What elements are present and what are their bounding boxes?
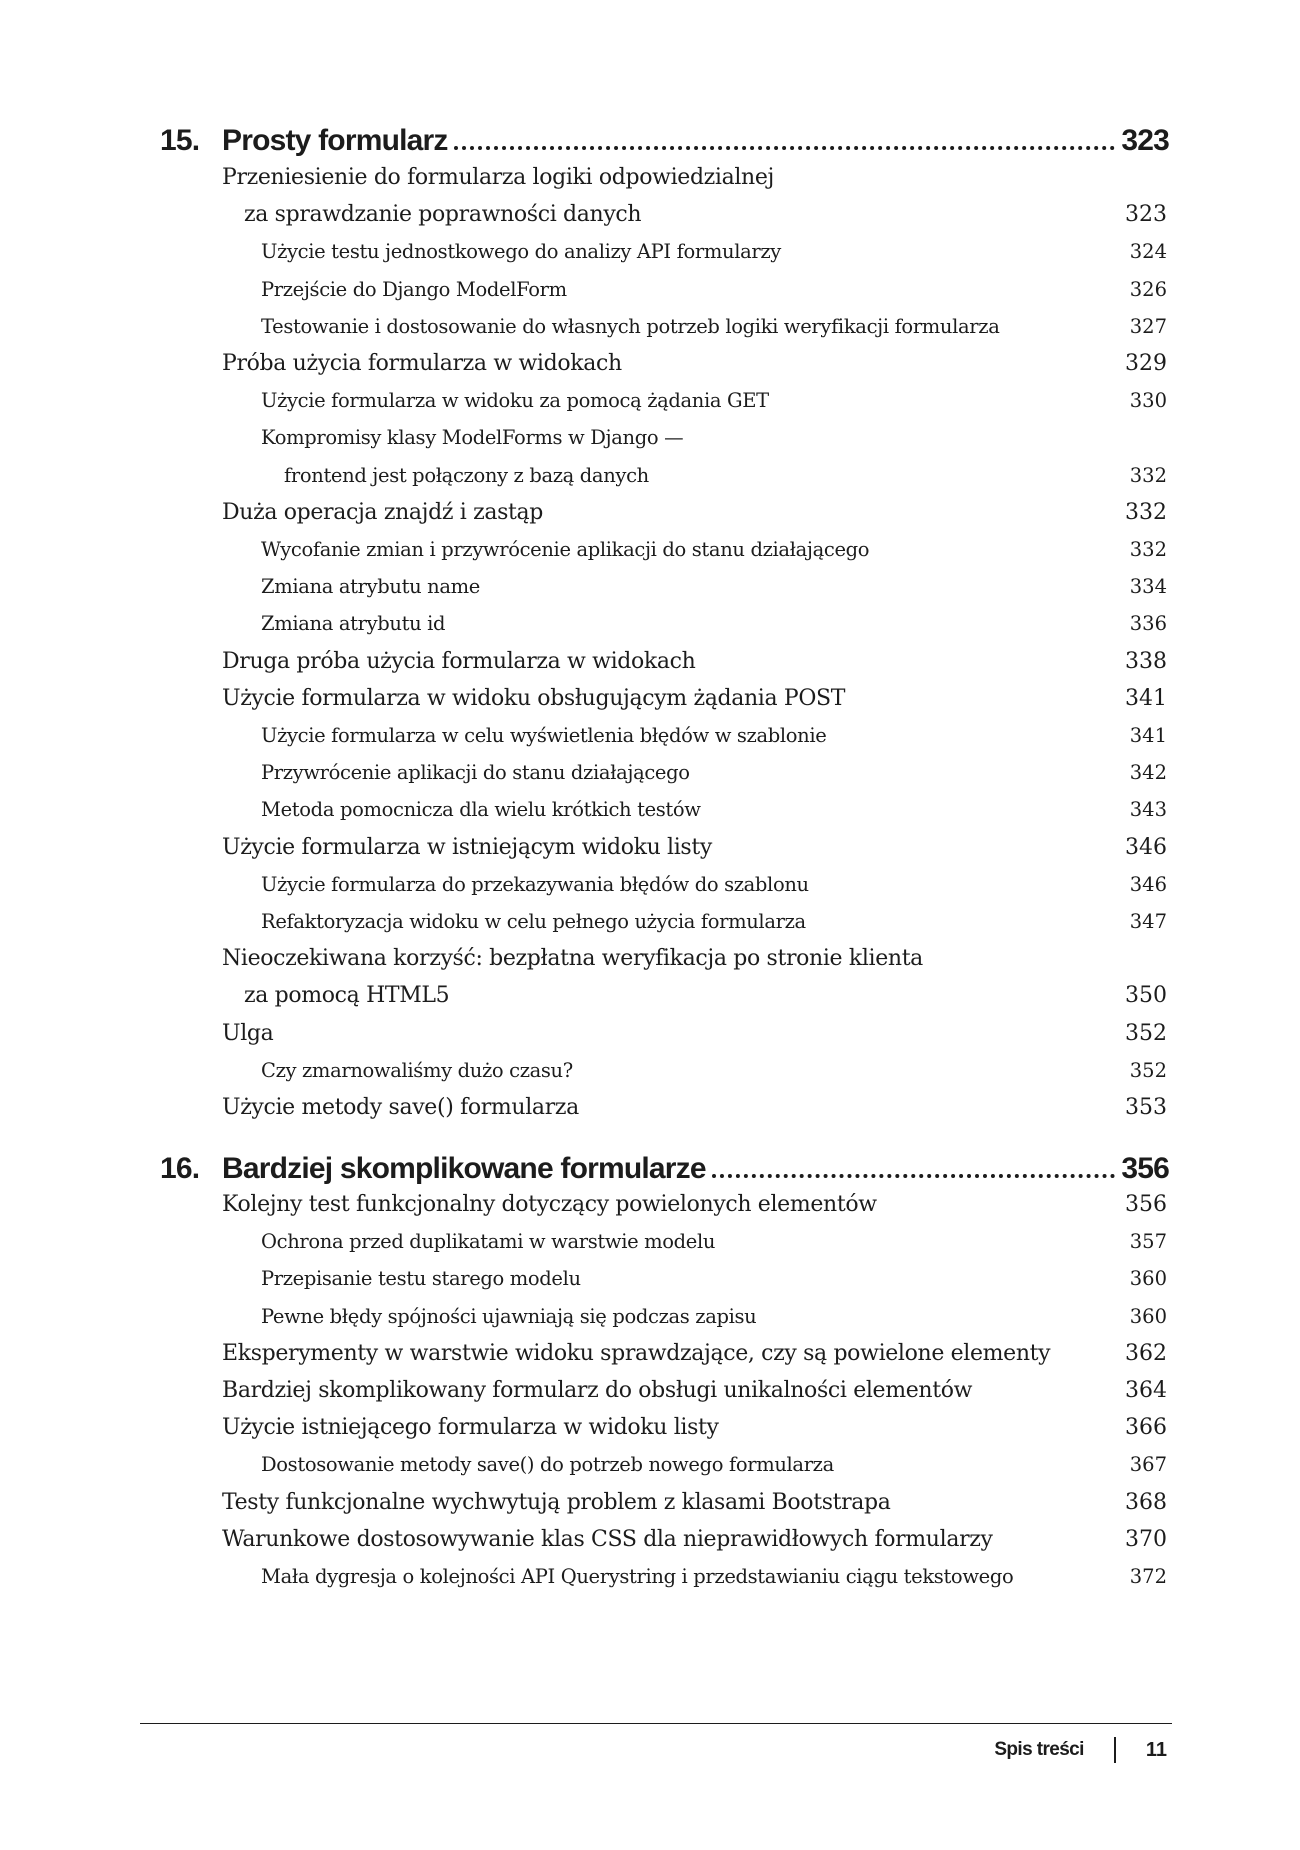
- toc-entry-page-number: 334: [1129, 575, 1167, 599]
- toc-entry[interactable]: [0, 1189, 1300, 1221]
- toc-entry-title: Użycie formularza w widoku obsługującym żądania POST: [222, 685, 846, 711]
- toc-entry[interactable]: [0, 943, 1300, 975]
- toc-entry-page-number: 341: [1125, 685, 1167, 711]
- toc-entry-title: Refaktoryzacja widoku w celu pełnego użycia formularza: [261, 910, 806, 933]
- page-footer: [994, 1733, 1167, 1767]
- toc-entry[interactable]: [0, 1226, 1300, 1258]
- toc-entry-continuation[interactable]: [0, 980, 1300, 1012]
- toc-entry-page-number: 346: [1125, 834, 1167, 860]
- toc-entry[interactable]: [0, 832, 1300, 864]
- toc-entry-title: Użycie formularza w widoku za pomocą żądania GET: [261, 389, 769, 413]
- toc-entry-page-number: 372: [1129, 1565, 1167, 1588]
- toc-entry-page-number: 342: [1129, 761, 1167, 785]
- dot-leader: [712, 1173, 1116, 1178]
- toc-entry[interactable]: [0, 1487, 1300, 1519]
- toc-entry-page-number: 327: [1129, 314, 1167, 338]
- chapter-number: 15.: [160, 124, 200, 157]
- toc-entry-title: Druga próba użycia formularza w widokach: [222, 648, 696, 674]
- toc-entry[interactable]: [0, 1412, 1300, 1444]
- toc-entry-title: Metoda pomocnicza dla wielu krótkich testów: [261, 798, 701, 822]
- toc-entry-page-number: 324: [1129, 240, 1167, 264]
- footer-section-label: Spis treści: [994, 1739, 1084, 1760]
- toc-entry-title: Przejście do Django ModelForm: [261, 277, 567, 301]
- toc-entry[interactable]: [0, 608, 1300, 640]
- toc-entry-page-number: 357: [1129, 1230, 1167, 1254]
- toc-entry-title: Przepisanie testu starego modelu: [261, 1267, 581, 1291]
- toc-entry-page-number: 360: [1129, 1267, 1167, 1291]
- toc-entry-title: Użycie testu jednostkowego do analizy API formularzy: [261, 240, 781, 264]
- toc-entry[interactable]: [0, 497, 1300, 529]
- toc-entry[interactable]: [0, 794, 1300, 826]
- toc-entry-title: Zmiana atrybutu name: [261, 575, 480, 599]
- toc-entry[interactable]: [0, 1092, 1300, 1124]
- footer-divider: [140, 1723, 1172, 1724]
- toc-entry-page-number: 356: [1125, 1192, 1167, 1217]
- toc-entry-title: Przeniesienie do formularza logiki odpowiedzialnej: [222, 165, 775, 190]
- chapter-title: Bardziej skomplikowane formularze: [222, 1152, 706, 1185]
- toc-entry-title: Próba użycia formularza w widokach: [222, 351, 622, 376]
- toc-entry[interactable]: [0, 1524, 1300, 1556]
- toc-entry-page-number: 367: [1129, 1453, 1167, 1477]
- toc-entry-page-number: 323: [1125, 202, 1167, 228]
- toc-entry-title: Mała dygresja o kolejności API Querystring i przedstawianiu ciągu tekstowego: [261, 1565, 1014, 1588]
- toc-entry-title: Kompromisy klasy ModelForms w Django —: [261, 426, 684, 450]
- chapter-heading[interactable]: [160, 1142, 1169, 1186]
- toc-entry-title: Wycofanie zmian i przywrócenie aplikacji do stanu działającego: [261, 538, 870, 561]
- toc-entry-page-number: 332: [1129, 463, 1167, 487]
- toc-entry-title: za pomocą HTML5: [244, 983, 450, 1009]
- toc-entry[interactable]: [0, 534, 1300, 566]
- chapter-heading[interactable]: [160, 114, 1169, 158]
- toc-entry[interactable]: [0, 1449, 1300, 1481]
- chapter-number: 16.: [160, 1152, 200, 1185]
- toc-entry[interactable]: [0, 683, 1300, 715]
- toc-entry-page-number: 336: [1129, 612, 1167, 636]
- toc-entry[interactable]: [0, 162, 1300, 194]
- toc-entry-title: Kolejny test funkcjonalny dotyczący powielonych elementów: [222, 1192, 877, 1217]
- toc-entry-title: Użycie formularza do przekazywania błędów do szablonu: [261, 872, 809, 896]
- toc-entry-title: Warunkowe dostosowywanie klas CSS dla nieprawidłowych formularzy: [222, 1526, 993, 1552]
- toc-entry-title: Bardziej skomplikowany formularz do obsługi unikalności elementów: [222, 1378, 973, 1403]
- toc-entry-title: Eksperymenty w warstwie widoku sprawdzające, czy są powielone elementy: [222, 1340, 1051, 1366]
- toc-entry-title: Ochrona przed duplikatami w warstwie modelu: [261, 1230, 716, 1254]
- toc-entry[interactable]: [0, 385, 1300, 417]
- toc-entry-title: frontend jest połączony z bazą danych: [284, 463, 649, 487]
- toc-entry-page-number: 353: [1125, 1095, 1167, 1120]
- toc-entry-continuation[interactable]: [0, 460, 1300, 492]
- chapter-page-number: 323: [1121, 124, 1169, 157]
- toc-entry-title: Użycie formularza w istniejącym widoku listy: [222, 834, 712, 860]
- toc-entry[interactable]: [0, 571, 1300, 603]
- toc-entry-title: Zmiana atrybutu id: [261, 612, 446, 636]
- toc-entry[interactable]: [0, 422, 1300, 454]
- toc-entry-page-number: 352: [1129, 1058, 1167, 1082]
- toc-entry[interactable]: [0, 906, 1300, 938]
- page-number: 11: [1145, 1738, 1167, 1761]
- chapter-page-number: 356: [1121, 1152, 1169, 1185]
- toc-entry-title: Użycie istniejącego formularza w widoku listy: [222, 1415, 719, 1441]
- toc-entry-title: Nieoczekiwana korzyść: bezpłatna weryfikacja po stronie klienta: [222, 946, 923, 972]
- toc-entry-page-number: 332: [1129, 538, 1167, 561]
- toc-entry[interactable]: [0, 1055, 1300, 1087]
- toc-entry[interactable]: [0, 1018, 1300, 1050]
- toc-entry-page-number: 347: [1129, 910, 1167, 933]
- toc-entry-page-number: 341: [1129, 724, 1167, 747]
- toc-entry-page-number: 368: [1125, 1489, 1167, 1515]
- chapter-title: Prosty formularz: [222, 124, 448, 157]
- toc-entry[interactable]: [0, 869, 1300, 901]
- toc-entry-page-number: 329: [1125, 351, 1167, 376]
- toc-entry-page-number: 364: [1125, 1378, 1167, 1403]
- toc-entry[interactable]: [0, 348, 1300, 380]
- toc-entry[interactable]: [0, 646, 1300, 678]
- toc-entry-page-number: 330: [1129, 389, 1167, 413]
- toc-entry[interactable]: [0, 274, 1300, 306]
- toc-entry-title: Przywrócenie aplikacji do stanu działającego: [261, 761, 690, 785]
- toc-entry-title: Testowanie i dostosowanie do własnych potrzeb logiki weryfikacji formularza: [261, 314, 1000, 338]
- toc-entry-page-number: 326: [1129, 277, 1167, 301]
- toc-entry-page-number: 362: [1125, 1340, 1167, 1366]
- toc-entry[interactable]: [0, 720, 1300, 752]
- toc-entry-page-number: 338: [1125, 648, 1167, 674]
- toc-entry-title: Testy funkcjonalne wychwytują problem z klasami Bootstrapa: [222, 1489, 891, 1515]
- toc-entry-page-number: 346: [1129, 872, 1167, 896]
- toc-entry-title: Pewne błędy spójności ujawniają się podczas zapisu: [261, 1304, 757, 1328]
- toc-entry[interactable]: [0, 1301, 1300, 1333]
- toc-entry-title: Użycie metody save() formularza: [222, 1095, 579, 1120]
- toc-entry-page-number: 360: [1129, 1304, 1167, 1328]
- toc-entry[interactable]: [0, 1263, 1300, 1295]
- toc-entry[interactable]: [0, 311, 1300, 343]
- toc-entry-page-number: 366: [1125, 1415, 1167, 1441]
- toc-entry-title: za sprawdzanie poprawności danych: [244, 202, 642, 228]
- toc-entry[interactable]: [0, 1561, 1300, 1593]
- footer-separator: [1114, 1737, 1116, 1763]
- toc-entry-page-number: 352: [1125, 1020, 1167, 1046]
- toc-entry-page-number: 343: [1129, 798, 1167, 822]
- toc-entry[interactable]: [0, 1338, 1300, 1370]
- toc-entry-title: Użycie formularza w celu wyświetlenia błędów w szablonie: [261, 724, 827, 747]
- toc-entry-title: Duża operacja znajdź i zastąp: [222, 499, 544, 525]
- toc-entry-title: Czy zmarnowaliśmy dużo czasu?: [261, 1058, 573, 1082]
- toc-entry-page-number: 350: [1125, 983, 1167, 1009]
- dot-leader: [454, 145, 1116, 150]
- toc-entry[interactable]: [0, 757, 1300, 789]
- toc-entry-page-number: 332: [1125, 499, 1167, 525]
- toc-entry[interactable]: [0, 1375, 1300, 1407]
- toc-entry-title: Dostosowanie metody save() do potrzeb nowego formularza: [261, 1453, 834, 1477]
- toc-entry-page-number: 370: [1125, 1526, 1167, 1552]
- toc-entry[interactable]: [0, 236, 1300, 268]
- toc-entry-continuation[interactable]: [0, 199, 1300, 231]
- toc-entry-title: Ulga: [222, 1020, 274, 1046]
